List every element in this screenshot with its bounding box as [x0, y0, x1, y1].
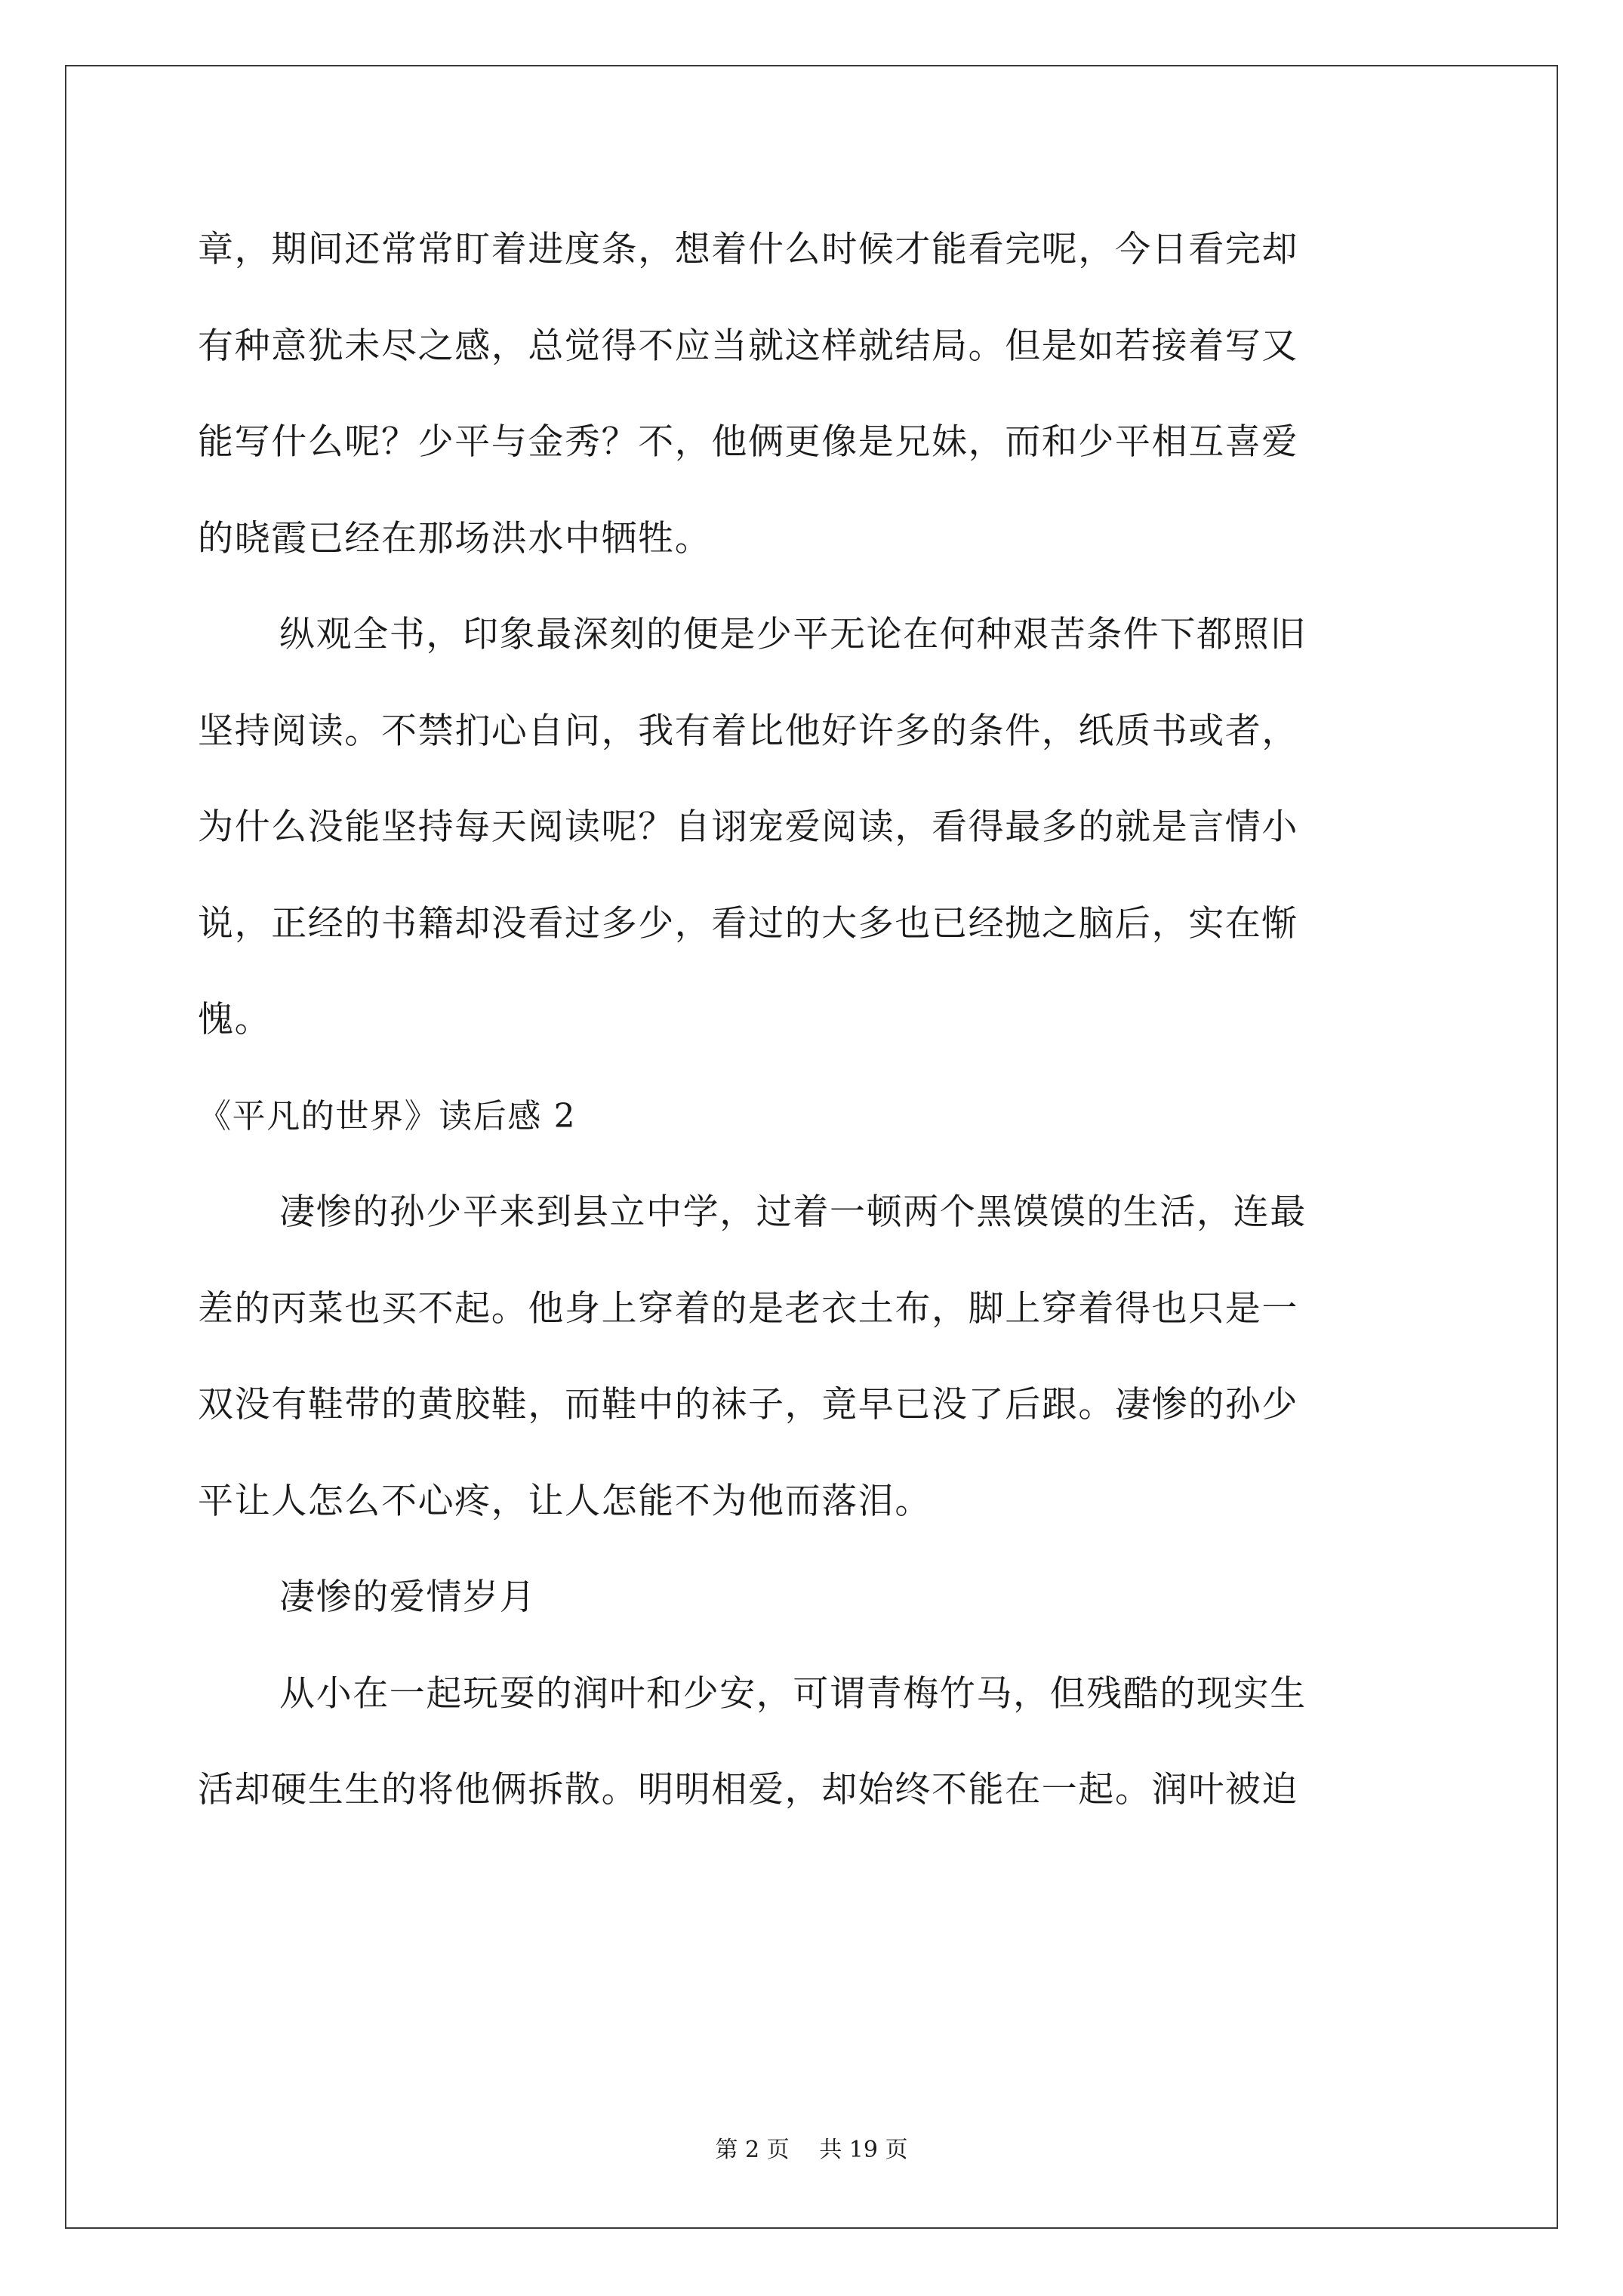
paragraph-first-line: 凄惨的孙少平来到县立中学，过着一顿两个黑馍馍的生活，连最 — [279, 1191, 1307, 1233]
section-heading: 《平凡的世界》读后感 2 — [198, 1096, 577, 1136]
text-line: 章，期间还常常盯着进度条，想着什么时候才能看完呢，今日看完却 — [198, 229, 1298, 270]
page-number-footer: 第 2 页 共 19 页 — [715, 2137, 908, 2163]
text-line: 双没有鞋带的黄胶鞋，而鞋中的袜子，竟早已没了后跟。凄惨的孙少 — [198, 1384, 1298, 1425]
document-body — [198, 223, 1433, 1860]
text-line: 差的丙菜也买不起。他身上穿着的是老衣土布，脚上穿着得也只是一 — [198, 1287, 1298, 1330]
text-line: 说，正经的书籍却没看过多少，看过的大多也已经抛之脑后，实在惭 — [198, 902, 1298, 945]
text-line: 有种意犹未尽之感，总觉得不应当就这样就结局。但是如若接着写又 — [198, 325, 1298, 367]
subheading-line: 凄惨的爱情岁月 — [279, 1576, 537, 1618]
paragraph-first-line: 纵观全书，印象最深刻的便是少平无论在何种艰苦条件下都照旧 — [279, 614, 1307, 655]
text-line: 活却硬生生的将他俩拆散。明明相爱，却始终不能在一起。润叶被迫 — [198, 1769, 1298, 1811]
text-line: 坚持阅读。不禁扪心自问，我有着比他好许多的条件，纸质书或者， — [198, 710, 1298, 752]
text-line: 愧。 — [198, 999, 272, 1040]
text-line: 的晓霞已经在那场洪水中牺牲。 — [198, 517, 712, 559]
text-line: 为什么没能坚持每天阅读呢？自诩宠爱阅读，看得最多的就是言情小 — [198, 806, 1298, 848]
paragraph-first-line: 从小在一起玩耍的润叶和少安，可谓青梅竹马，但残酷的现实生 — [279, 1672, 1307, 1715]
text-line: 能写什么呢？少平与金秀？不，他俩更像是兄妹，而和少平相互喜爱 — [198, 421, 1298, 463]
text-line: 平让人怎么不心疼，让人怎能不为他而落泪。 — [198, 1480, 932, 1522]
